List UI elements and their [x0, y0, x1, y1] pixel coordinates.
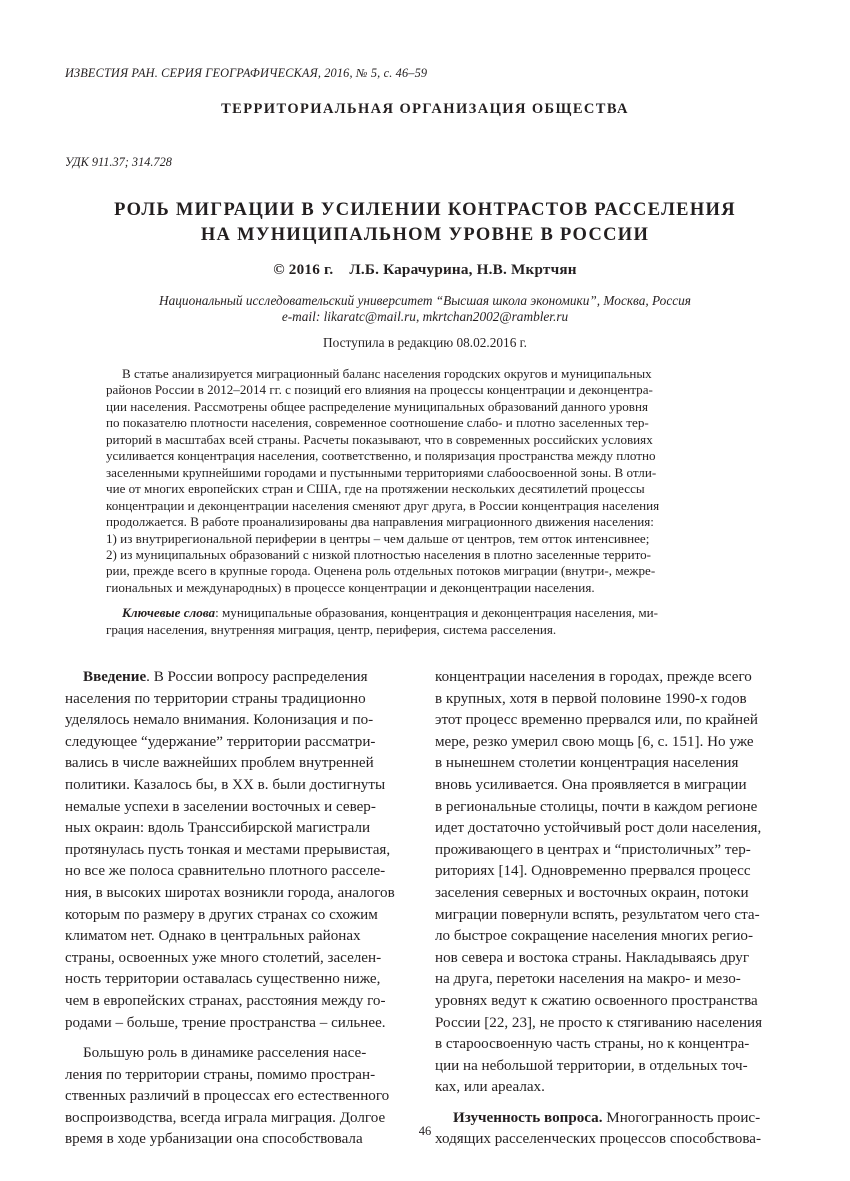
title-line: РОЛЬ МИГРАЦИИ В УСИЛЕНИИ КОНТРАСТОВ РАССЕЛЕНИЯ — [114, 200, 736, 220]
body-line: ло быстрое сокращение населения многих регио- — [435, 928, 753, 945]
abstract-line: 2) из муниципальных образований с низкой плотностью населения в плотно заселенные террито- — [106, 546, 652, 562]
body-line: воспроизводства, всегда играла миграция. Долгое — [65, 1109, 386, 1126]
body-line: протянулась пусть тонкая и местами прерывистая, — [65, 841, 391, 858]
body-line: идет достаточно устойчивый рост доли населения, — [435, 820, 762, 837]
section-subheading: Изученность вопроса. — [453, 1109, 603, 1126]
body-line: Большую роль в динамике расселения насе- — [83, 1045, 367, 1062]
section-heading: ТЕРРИТОРИАЛЬНАЯ ОРГАНИЗАЦИЯ ОБЩЕСТВА — [221, 101, 629, 117]
intro-heading: Введение — [83, 669, 147, 685]
body-line: вновь усиливается. Она проявляется в миграции — [435, 776, 747, 793]
abstract-line: усиливается концентрация населения, соответственно, и поляризация пространства между плотно — [106, 448, 656, 464]
body-line: Многогранность проис- — [602, 1109, 761, 1126]
body-line: ходящих расселенческих процессов способствова- — [435, 1131, 761, 1148]
body-line: населения по территории страны традиционно — [65, 690, 366, 707]
abstract-line: гиональных и международных) в процессе концентрации и деконцентрации населения. — [106, 579, 595, 595]
body-line: ках, или ареалах. — [435, 1079, 545, 1096]
abstract-line: ции населения. Рассмотрены общее распределение муниципальных образований данного уровня — [106, 398, 648, 414]
body-line: климатом нет. Однако в центральных районах — [65, 928, 361, 945]
abstract — [106, 366, 743, 638]
body-line: России [22, 23], не просто к стягиванию населения — [435, 1014, 763, 1031]
body-line: ственных различий в процессах его естественного — [65, 1088, 390, 1105]
body-line: проживающего в центрах и “пристоличных” тер- — [435, 841, 751, 858]
left-column — [65, 667, 413, 1151]
body-line: уделялось немало внимания. Колонизация и по- — [65, 712, 374, 729]
abstract-line: районов России в 2012–2014 гг. с позиций его влияния на процессы концентрации и деконцентра- — [106, 382, 653, 398]
abstract-line: 1) из внутрирегиональной периферии в центры – чем дальше от центров, тем отток интенсивнее; — [106, 530, 650, 546]
abstract-line: В статье анализируется миграционный баланс населения городских округов и муниципальных — [122, 366, 652, 381]
body-line: ность территории оставалась существенно ниже, — [65, 971, 381, 988]
keywords-text: грация населения, внутренняя миграция, центр, периферия, система расселения. — [106, 621, 557, 637]
body-line: которым по размеру в других странах со схожим — [65, 906, 378, 923]
body-line: ния, в высоких широтах возникли города, аналогов — [65, 884, 395, 901]
body-line: мере, резко умерил свою мощь [6, с. 151]. Но уже — [435, 733, 754, 750]
udc-code: УДК 911.37; 314.728 — [65, 155, 172, 169]
body-line: время в ходе урбанизации она способствовала — [65, 1131, 363, 1148]
body-line: уровнях ведут к сжатию освоенного пространства — [435, 992, 758, 1009]
abstract-line: продолжается. В работе проанализированы два направления миграционного движения населения: — [106, 514, 654, 530]
abstract-line: заселенными крупнейшими городами и пустынными территориями слабоосвоенной зоны. В отли- — [106, 464, 657, 480]
abstract-line: концентрации и деконцентрации населения сменяют друг друга, в России концентрация населения — [106, 497, 660, 513]
body-line: но все же полоса сравнительно плотного расселе- — [65, 863, 386, 880]
body-line: . В России вопросу распределения — [146, 669, 368, 685]
author-names: Л.Б. Карачурина, Н.В. Мкртчян — [349, 261, 577, 278]
keywords-text: : муниципальные образования, концентрация и деконцентрация населения, ми- — [215, 605, 658, 621]
affiliation: Национальный исследовательский университет “Высшая школа экономики”, Москва, Россия — [159, 293, 691, 308]
body-line: вались в числе важнейших проблем внутренней — [65, 755, 374, 772]
body-line: немалые успехи в заселении восточных и север- — [65, 798, 376, 815]
body-line: в региональные столицы, почти в каждом регионе — [435, 798, 758, 815]
body-line: этот процесс временно прервался или, по крайней — [435, 712, 758, 729]
body-line: чем в европейских странах, расстояния между го- — [65, 992, 386, 1009]
body-line: родами – больше, трение пространства – сильнее. — [65, 1014, 386, 1031]
body-line: нов севера и востока страны. Накладываясь друг — [435, 949, 750, 966]
body-line: ции на небольшой территории, в отдельных точ- — [435, 1057, 748, 1074]
body-line: заселения северных и восточных окраин, потоки — [435, 884, 749, 901]
abstract-line: риторий в масштабах всей страны. Расчеты показывают, что в современных российских условиях — [106, 431, 653, 447]
body-line: на друга, перетоки населения на макро- и мезо- — [435, 971, 741, 988]
copyright: © 2016 г. — [273, 261, 334, 278]
body-line: страны, освоенных уже много столетий, заселен- — [65, 949, 382, 966]
body-line: риториях [14]. Одновременно прервался процесс — [435, 863, 751, 880]
body-line: в крупных, хотя в первой половине 1990-х годов — [435, 690, 747, 707]
page-number: 46 — [418, 1124, 432, 1138]
received-date: Поступила в редакцию 08.02.2016 г. — [323, 335, 527, 350]
body-line: в староосвоенную часть страны, но к концентра- — [435, 1036, 750, 1053]
article-title — [0, 198, 850, 248]
journal-citation: ИЗВЕСТИЯ РАН. СЕРИЯ ГЕОГРАФИЧЕСКАЯ, 2016, № 5, с. 46–59 — [65, 66, 428, 80]
body-line: ных окраин: вдоль Транссибирской магистрали — [65, 820, 371, 837]
body-line: ления по территории страны, помимо простран- — [65, 1066, 376, 1083]
right-column — [435, 667, 783, 1151]
body-line: следующее “удержание” территории рассматри- — [65, 733, 376, 750]
keywords-label: Ключевые слова — [122, 605, 216, 621]
email: e-mail: likaratc@mail.ru, mkrtchan2002@rambler.ru — [281, 309, 569, 325]
abstract-line: чие от многих европейских стран и США, где на протяжении нескольких десятилетий процессы — [106, 481, 645, 497]
body-line: в нынешнем столетии концентрация населения — [435, 755, 739, 772]
title-line: НА МУНИЦИПАЛЬНОМ УРОВНЕ В РОССИИ — [200, 225, 650, 245]
keywords — [106, 605, 743, 638]
abstract-line: по показателю плотности населения, современное соотношение слабо- и плотно заселенных тер- — [106, 415, 649, 431]
body-line: политики. Казалось бы, в XX в. были достигнуты — [65, 776, 386, 793]
abstract-line: рии, прежде всего в крупные города. Оценена роль отдельных потоков миграции (внутри-, межре- — [106, 563, 656, 579]
body-line: миграции повернули вспять, результатом чего ста- — [435, 906, 760, 923]
affiliation-block — [0, 293, 850, 326]
body-line: концентрации населения в городах, прежде всего — [435, 669, 752, 685]
authors-line — [0, 261, 850, 279]
